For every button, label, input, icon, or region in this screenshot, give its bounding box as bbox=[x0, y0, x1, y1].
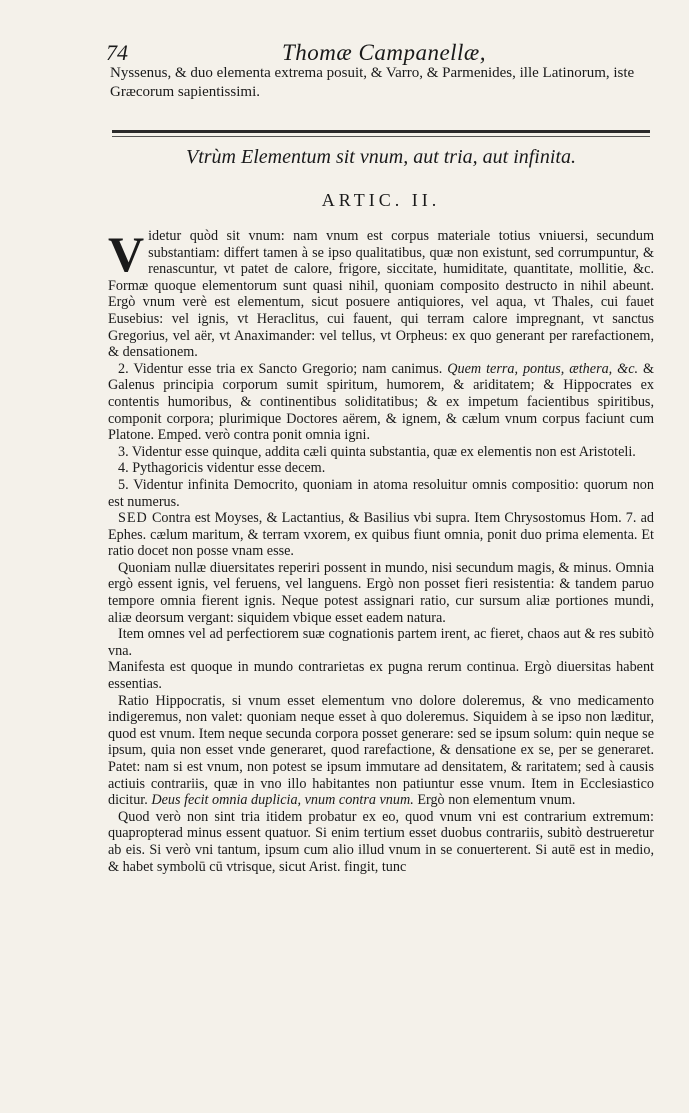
paragraph-1 bbox=[108, 228, 654, 361]
paragraph-8: Item omnes vel ad perfectiorem suæ cognationis partem irent, ac fieret, chaos aut & res subitò vna. bbox=[108, 626, 654, 659]
article-heading: ARTIC. II. bbox=[321, 190, 441, 210]
article-body bbox=[108, 228, 654, 875]
section-rule bbox=[112, 130, 650, 133]
intro-text: Nyssenus, & duo elementa extrema posuit, & Varro, & Parmenides, ille Latinorum, iste Græcorum sapientissimi. bbox=[110, 65, 635, 100]
paragraph-2-after: & Galenus principia corporum sumit spiritum, humorem, & ariditatem; & Hippocrates ex contentis humoribus, & continentibus soliditatibus; & ex impetum facientibus spiritibus, componit corpora; plurimique Doctores aërem, & ignem, & cælum vnum corpus faciunt cum Platone. Emped. verò contra ponit omnia igni. bbox=[108, 360, 655, 444]
paragraph-9: Manifesta est quoque in mundo contrarietas ex pugna rerum continua. Ergò diuersitas habent essentias. bbox=[108, 659, 654, 693]
paragraph-10 bbox=[108, 693, 654, 809]
paragraph-1-text: idetur quòd sit vnum: nam vnum est corpus materiale totius vniuersi, secundum substantiam: differt tamen à se ipso qualitatibus, quæ non existunt, sed corrumpuntur, & renascuntur, vt patet de calore, frigore, siccitate, humiditate, quantitate, mollitie, &c. Formæ quoque elementorum sunt quasi nihil, quoniam composito destructo in nihil abeunt. Ergò vnum verè est elementum, sicut posuere antiquiores, vel aqua, vt Thales, cui fauet Eusebius: vel ignis, vt Heraclitus, cui fauent, qui terram calore impregnant, vt sanctus Gregorius, vel aër, vt Anaximander: vel tellus, vt Orpheus: ex quo generant per rarefactionem, & densationem. bbox=[108, 228, 654, 361]
paragraph-10-after: Ergò non elementum vnum. bbox=[417, 792, 576, 809]
drop-cap: V bbox=[108, 226, 145, 282]
paragraph-11: Quod verò non sint tria itidem probatur ex eo, quod vnum vni est contrarium extremum: quapropterad minus essent quatuor. Si enim tertium esset duobus contrariis, subitò destrueretur ab eis. Si verò vni tantum, ipsum cum alio illud vnum in se conuerterent. Si autē est in medio, & habet symbolū cū vtrisque, sicut Arist. fingit, tunc bbox=[108, 808, 654, 875]
page-number: 74 bbox=[106, 40, 128, 65]
paragraph-6 bbox=[108, 510, 654, 560]
paragraph-2 bbox=[108, 361, 654, 444]
sed-contra: SED bbox=[118, 510, 148, 527]
paragraph-10-before: Ratio Hippocratis, si vnum esset elementum vno dolore doleremus, & vno medicamento indigeremus, non valet: quoniam neque esset à quo doleremus. Siquidem à se ipso non læditur, quod est vnum. Item neque secunda corpora posset generare: sed se ipsum solum: quin neque se ipsum, quia non esset vnde generaret, quod rarefactione, & densatione ex se, per se generaret. Patet: nam si est vnum, non potest se ipsum immutare ad densitatem, & raritatem; sed à causis actiuis contrariis, quæ in vno illo habitantes non patiuntur esse vnum. Item in Ecclesiastico dicitur. bbox=[108, 692, 654, 809]
paragraph-6-text: Contra est Moyses, & Lactantius, & Basilius vbi supra. Item Chrysostomus Hom. 7. ad Ephes. cælum maritum, & terram vxorem, ex quibus fiunt omnia, ponit duo prima elementa. Et ratio docet non posse vnam esse. bbox=[108, 510, 654, 560]
running-head: Thomæ Campanellæ, bbox=[282, 40, 487, 65]
paragraph-2-quote: Quem terra, pontus, æthera, &c. bbox=[447, 360, 639, 377]
paragraph-7: Quoniam nullæ diuersitates reperiri possent in mundo, nisi secundum magis, & minus. Omnia ergò essent ignis, vel feruens, vel languens. Ergò non posset fieri resistentia: & tandem paruo tempore omnia fierent ignis. Neque potest assignari ratio, cur sursum aliæ portiones mundi, aliæ deorsum vergant: siquidem vbique esset eadem natura. bbox=[108, 559, 654, 626]
paragraph-2-before: 2. Videntur esse tria ex Sancto Gregorio; nam canimus. bbox=[118, 360, 443, 377]
section-rule-thin bbox=[112, 136, 650, 137]
paragraph-3: 3. Videntur esse quinque, addita cæli quinta substantia, quæ ex elementis non est Aristoteli. bbox=[118, 443, 636, 460]
paragraph-5: 5. Videntur infinita Democrito, quoniam in atoma resoluitur omnis compositio: quorum non est numerus. bbox=[108, 476, 654, 510]
article-question: Vtrùm Elementum sit vnum, aut tria, aut infinita. bbox=[186, 146, 576, 168]
paragraph-4: 4. Pythagoricis videntur esse decem. bbox=[118, 460, 326, 477]
paragraph-10-quote: Deus fecit omnia duplicia, vnum contra vnum. bbox=[151, 792, 414, 809]
